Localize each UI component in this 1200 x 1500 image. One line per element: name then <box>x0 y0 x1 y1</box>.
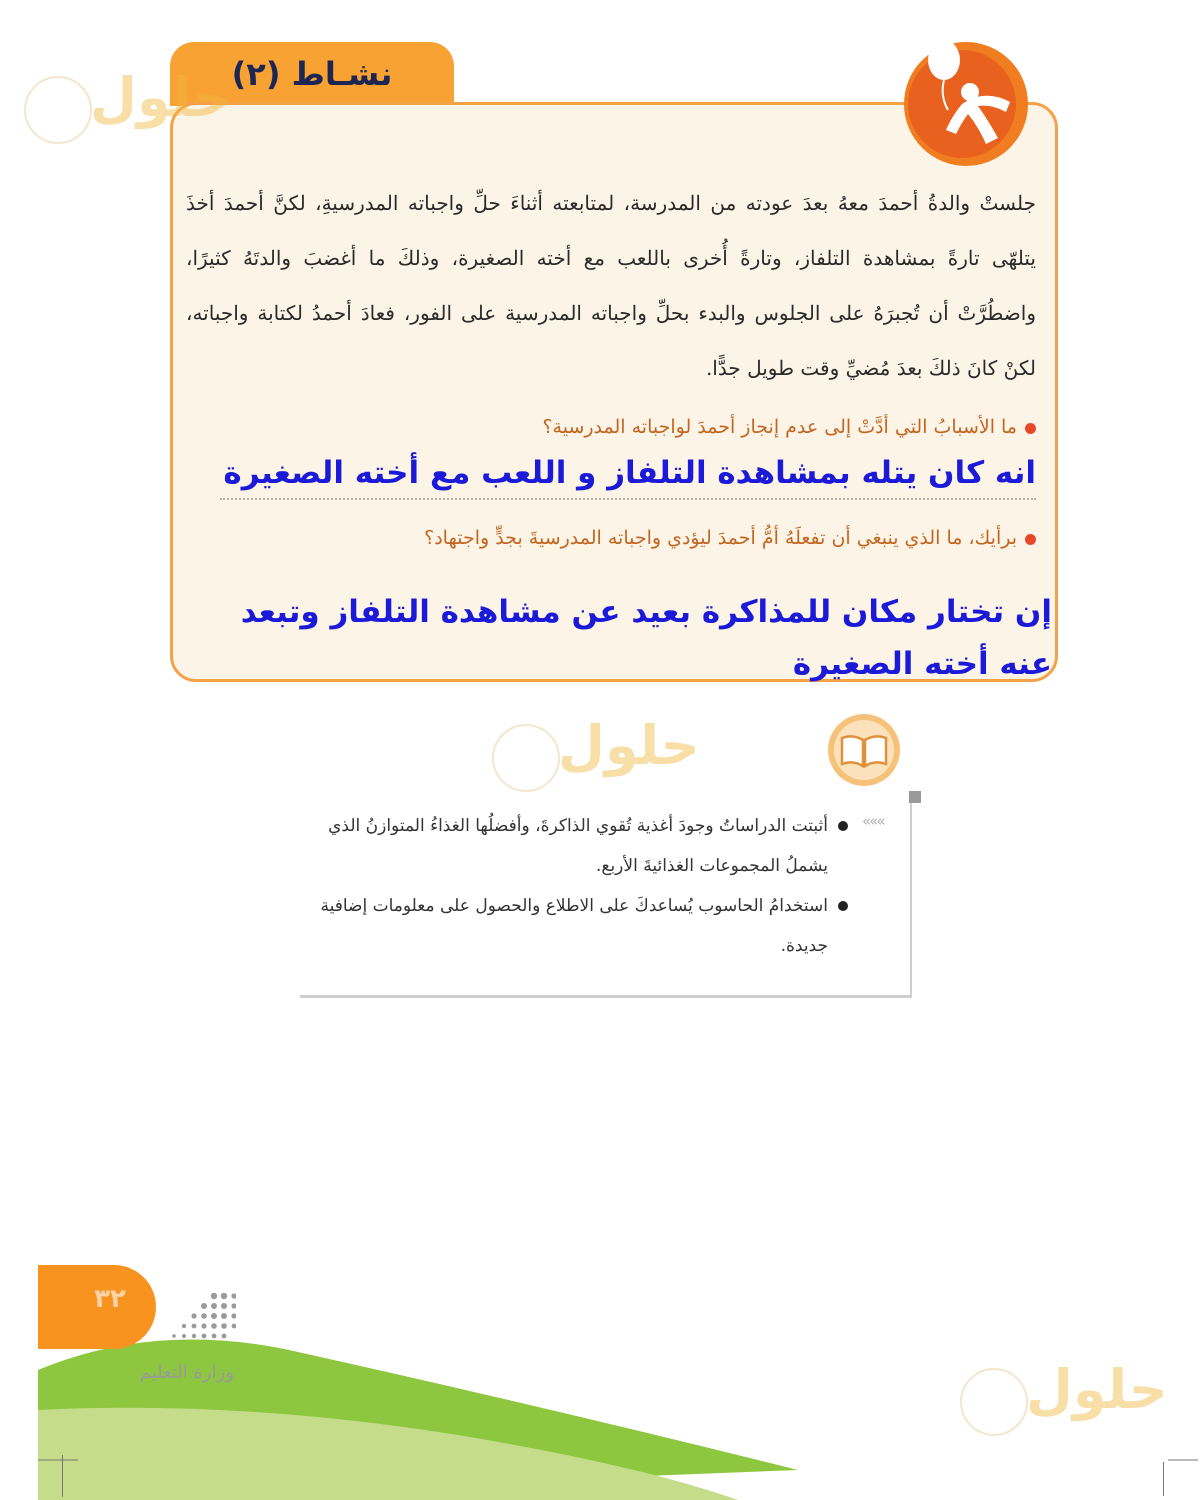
watermark-text: حلول <box>90 66 232 129</box>
crop-mark <box>62 1455 63 1497</box>
tip-item-2: استخدامُ الحاسوب يُساعدكَ على الاطلاع والحصول على معلومات إضافية جديدة. <box>310 886 850 966</box>
watermark-text: حلول <box>558 714 700 777</box>
question-2 <box>300 527 1036 549</box>
bullet-dot-icon <box>1025 423 1036 434</box>
crop-mark <box>1163 1462 1164 1496</box>
watermark-book-icon <box>492 724 560 792</box>
child-with-balloon-icon <box>902 34 1030 174</box>
tip-list <box>310 806 850 966</box>
ministry-logo-dots-icon <box>150 1288 236 1346</box>
tip-item-1: أثبتت الدراساتُ وجودَ أغذية تُقوي الذاكرةَ، وأفضلُها الغذاءُ المتوازنُ الذي يشملُ المجموعات الغذائيةَ الأربع. <box>310 806 850 886</box>
story-paragraph: جلستْ والدةُ أحمدَ معهُ بعدَ عودته من المدرسة، لمتابعته أثناءَ حلِّ واجباته المدرسيةِ، لكنَّ أحمدَ أخذَ يتلهّى تارةً بمشاهدة التلفاز، وتارةً أُخرى باللعب مع أخته الصغيرة، وذلكَ ما أغضبَ والدتَهُ كثيرًا، واضطُرَّتْ أن تُجبرَهُ على الجلوس والبدء بحلِّ واجباته المدرسية على الفور، فعادَ أحمدُ لكتابة واجباته، لكنْ كانَ ذلكَ بعدَ مُضيِّ وقت طويل جدًّا. <box>186 191 1036 380</box>
quote-mark-icon: ««« <box>862 812 884 830</box>
page-number: ٣٢ <box>94 1284 126 1314</box>
book-icon <box>826 712 902 788</box>
answer-2: إن تختار مكان للمذاكرة بعيد عن مشاهدة التلفاز وتبعد عنه أخته الصغيرة <box>240 594 1052 682</box>
ministry-name: وزارة التعليم <box>139 1362 234 1383</box>
watermark-book-icon <box>24 76 92 144</box>
bullet-dot-icon <box>1025 534 1036 545</box>
question-1 <box>300 416 1036 438</box>
question-1-text: ما الأسبابُ التي أدَّتْ إلى عدم إنجاز أحمدَ لواجباته المدرسية؟ <box>542 416 1017 438</box>
question-2-text: برأيك، ما الذي ينبغي أن تفعلَهُ أمُّ أحمدَ ليؤدي واجباته المدرسيةَ بجدٍّ واجتهاد؟ <box>424 527 1017 549</box>
activity-title: نشـاط (٢) <box>231 55 393 93</box>
answer-1: انه كان يتله بمشاهدة التلفاز و اللعب مع أخته الصغيرة <box>220 450 1036 500</box>
tip-corner-marker <box>909 791 921 803</box>
watermark-text: حلول <box>1026 1358 1168 1421</box>
watermark-logo <box>24 66 234 150</box>
watermark-logo <box>492 714 702 798</box>
